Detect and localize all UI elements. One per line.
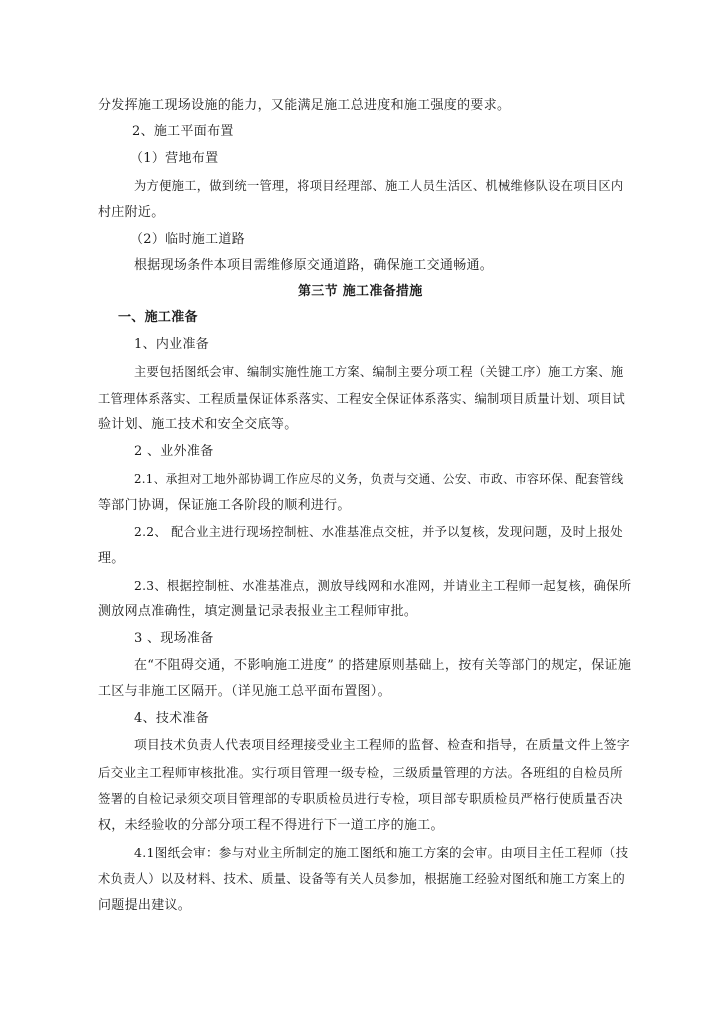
paragraph-line: 2.1、承担对工地外部协调工作应尽的义务，负责与交通、公安、市政、市容环保、配套管线 [134,472,624,486]
paragraph-line: 工区与非施工区隔开。（详见施工总平面布置图）。 [98,684,391,699]
paragraph-line: 4.1图纸会审：参与对业主所制定的施工图纸和施工方案的会审。由项目主任工程师（技 [134,845,629,860]
paragraph-line: 问题提出建议。 [98,898,192,913]
subheading: 4、技术准备 [134,711,210,726]
paragraph-line: 等部门协调，保证施工各阶段的顺利进行。 [98,498,351,513]
subheading: 3 、现场准备 [134,631,214,646]
paragraph-line: 测放网点准确性，填定测量记录表报业主工程师审批。 [98,604,418,619]
paragraph-line: 主要包括图纸会审、编制实施性施工方案、编制主要分项工程（关键工序）施工方案、施 [134,365,624,379]
paragraph-line: 术负责人）以及材料、技术、质量、设备等有关人员参加，根据施工经验对图纸和施工方案上的 [98,872,626,886]
subheading: 1、内业准备 [134,337,210,352]
paragraph-line: 2.3、根据控制桩、水准基准点，测放导线网和水准网，并请业主工程师一起复核，确保所 [134,579,632,593]
heading: 一、施工准备 [118,310,198,325]
paragraph-line: 分发挥施工现场设施的能力，又能满足施工总进度和施工强度的要求。 [98,98,511,113]
paragraph-line: 权，未经验收的分部分项工程不得进行下一道工序的施工。 [98,818,444,833]
subheading: 2、施工平面布置 [132,124,234,139]
subheading: （2）临时施工道路 [130,232,245,247]
subheading: （1）营地布置 [130,151,219,166]
paragraph-line: 理。 [98,551,125,566]
paragraph-line: 验计划、施工技术和安全交底等。 [98,417,298,432]
section-title: 第三节 施工准备措施 [298,284,423,299]
paragraph-line: 根据现场条件本项目需维修原交通道路，确保施工交通畅通。 [134,258,494,273]
subheading: 2 、业外准备 [134,444,214,459]
paragraph-line: 在“不阻碍交通，不影响施工进度” 的搭建原则基础上，按有关等部门的规定，保证施 [134,658,632,673]
paragraph-line: 签署的自检记录须交项目管理部的专职质检员进行专检，项目部专职质检员严格行使质量否决 [98,791,623,806]
paragraph-line: 2.2、 配合业主进行现场控制桩、水准基准点交桩，并予以复核，发现问题，及时上报处 [134,525,623,539]
paragraph-line: 后交业主工程师审核批准。实行项目管理一级专检，三级质量管理的方法。各班组的自检员所 [98,765,623,780]
paragraph-line: 村庄附近。 [98,205,165,220]
paragraph-line: 为方便施工，做到统一管理，将项目经理部、施工人员生活区、机械维修队设在项目区内 [134,179,624,193]
paragraph-line: 项目技术负责人代表项目经理接受业主工程师的监督、检查和指导，在质量文件上签字 [134,738,630,753]
paragraph-line: 工管理体系落实、工程质量保证体系落实、工程安全保证体系落实、编制项目质量计划、项目试 [98,392,626,406]
